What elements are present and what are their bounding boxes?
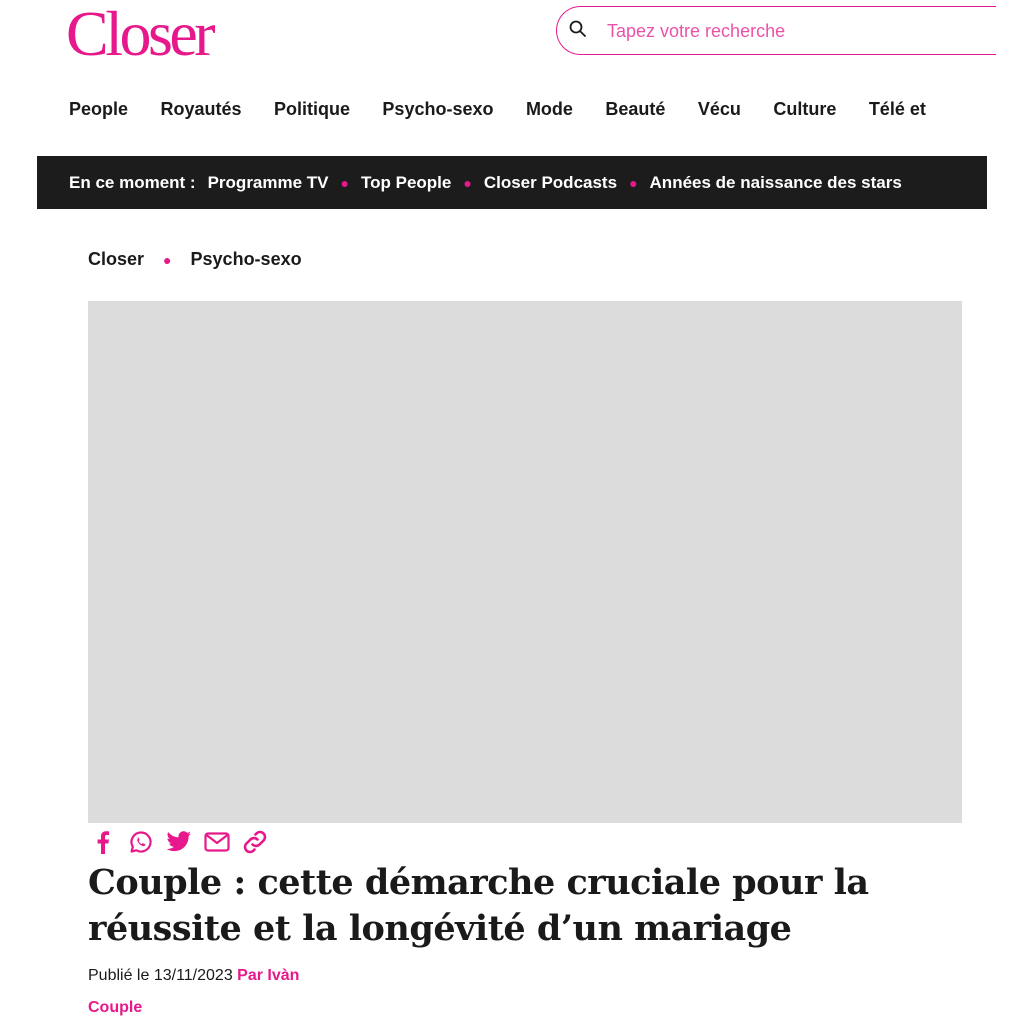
closer-logo[interactable]: Closer [66, 0, 213, 69]
whatsapp-icon[interactable] [126, 829, 156, 855]
breadcrumb-item-psycho-sexo[interactable]: Psycho-sexo [190, 249, 302, 269]
separator-dot: ● [463, 174, 472, 191]
published-label: Publié le [88, 967, 150, 984]
nav-item-mode[interactable]: Mode [525, 99, 573, 119]
separator-dot: ● [629, 174, 638, 191]
main-nav [69, 96, 987, 124]
separator-dot: ● [163, 252, 172, 268]
share-bar [88, 829, 270, 855]
nav-item-culture[interactable]: Culture [773, 99, 837, 119]
article-title: Couple : cette démarche cruciale pour la réussite et la longévité d’un mariage [88, 862, 869, 949]
search-bar [556, 6, 996, 55]
link-icon[interactable] [240, 829, 270, 855]
search-icon[interactable] [568, 19, 588, 39]
nav-item-tele[interactable]: Télé et [868, 99, 926, 119]
trending-item-closer-podcasts[interactable]: Closer Podcasts [483, 172, 618, 192]
separator-dot: ● [340, 174, 349, 191]
article-meta [88, 967, 299, 985]
published-date: 13/11/2023 [153, 967, 233, 984]
footer-shade [37, 990, 987, 1024]
trending-item-top-people[interactable]: Top People [361, 172, 452, 192]
breadcrumb [88, 249, 302, 270]
facebook-icon[interactable] [88, 829, 118, 855]
nav-item-beaute[interactable]: Beauté [605, 99, 666, 119]
nav-item-vecu[interactable]: Vécu [697, 99, 741, 119]
nav-item-politique[interactable]: Politique [273, 99, 350, 119]
author-link[interactable]: Par Ivàn [237, 967, 300, 984]
trending-lead: En ce moment : [69, 172, 196, 192]
trending-item-programme-tv[interactable]: Programme TV [207, 172, 329, 192]
trending-bar [37, 156, 987, 209]
breadcrumb-item-closer[interactable]: Closer [88, 249, 145, 269]
email-icon[interactable] [202, 829, 232, 855]
nav-item-psycho-sexo[interactable]: Psycho-sexo [382, 99, 494, 119]
nav-item-royautes[interactable]: Royautés [160, 99, 242, 119]
trending-item-annees-naissance[interactable]: Années de naissance des stars [649, 172, 902, 192]
nav-item-people[interactable]: People [69, 99, 129, 119]
article-hero-image [88, 301, 962, 823]
article-tag-couple[interactable]: Couple [88, 999, 143, 1016]
search-input[interactable] [607, 15, 987, 47]
twitter-icon[interactable] [164, 829, 194, 855]
